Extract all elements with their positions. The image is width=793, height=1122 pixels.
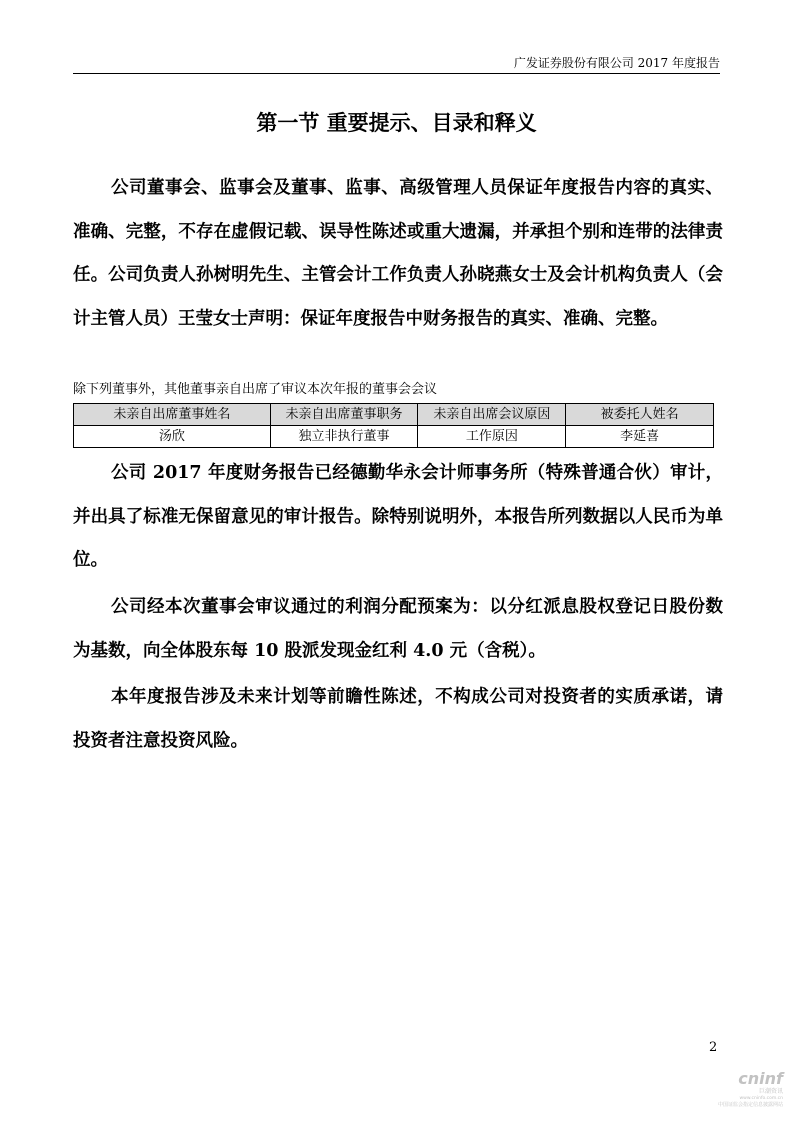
- proxy-name: 李延喜: [566, 426, 714, 448]
- column-header-absent-director-name: 未亲自出席董事姓名: [74, 404, 271, 426]
- forward-looking-risk-notice: 本年度报告涉及未来计划等前瞻性陈述，不构成公司对投资者的实质承诺，请投资者注意投资风险。: [73, 687, 723, 751]
- table-header-row: [74, 404, 714, 426]
- page-number: 2: [709, 1040, 718, 1055]
- director-attendance-table: [73, 403, 714, 448]
- cninfo-watermark-logo: [711, 1070, 783, 1115]
- column-header-absence-reason: 未亲自出席会议原因: [418, 404, 566, 426]
- table-row: [74, 426, 714, 448]
- header-divider: [73, 73, 720, 74]
- cninfo-logo-tagline: 中国证监会指定信息披露网站: [717, 1102, 783, 1108]
- cninfo-logo-url: www.cninfo.com.cn: [739, 1096, 783, 1101]
- cninfo-logo-cn-name: 巨潮资讯: [758, 1088, 783, 1095]
- cninfo-logo-mark: cninf: [738, 1069, 783, 1088]
- absent-director-position: 独立非执行董事: [270, 426, 418, 448]
- board-responsibility-statement: 公司董事会、监事会及董事、监事、高级管理人员保证年度报告内容的真实、准确、完整，不存在虚假记载、误导性陈述或重大遗漏，并承担个别和连带的法律责任。公司负责人孙树明先生、主管会计工作负责人孙晓燕女士及会计机构负责人（会计主管人员）王莹女士声明：保证年度报告中财务报告的真实、准确、完整。: [73, 178, 723, 329]
- column-header-absent-director-position: 未亲自出席董事职务: [270, 404, 418, 426]
- absence-reason: 工作原因: [418, 426, 566, 448]
- attendance-table-caption: 除下列董事外，其他董事亲自出席了审议本次年报的董事会会议: [73, 382, 438, 397]
- audit-statement: 公司 2017 年度财务报告已经德勤华永会计师事务所（特殊普通合伙）审计，并出具了标准无保留意见的审计报告。除特别说明外，本报告所列数据以人民币为单位。: [73, 463, 723, 570]
- section-title: 第一节 重要提示、目录和释义: [256, 110, 537, 135]
- report-header-title: 广发证券股份有限公司 2017 年度报告: [513, 56, 720, 70]
- absent-director-name: 汤欣: [74, 426, 271, 448]
- profit-distribution-plan: 公司经本次董事会审议通过的利润分配预案为：以分红派息股权登记日股份数为基数，向全体股东每 10 股派发现金红利 4.0 元（含税）。: [73, 597, 723, 661]
- column-header-proxy-name: 被委托人姓名: [566, 404, 714, 426]
